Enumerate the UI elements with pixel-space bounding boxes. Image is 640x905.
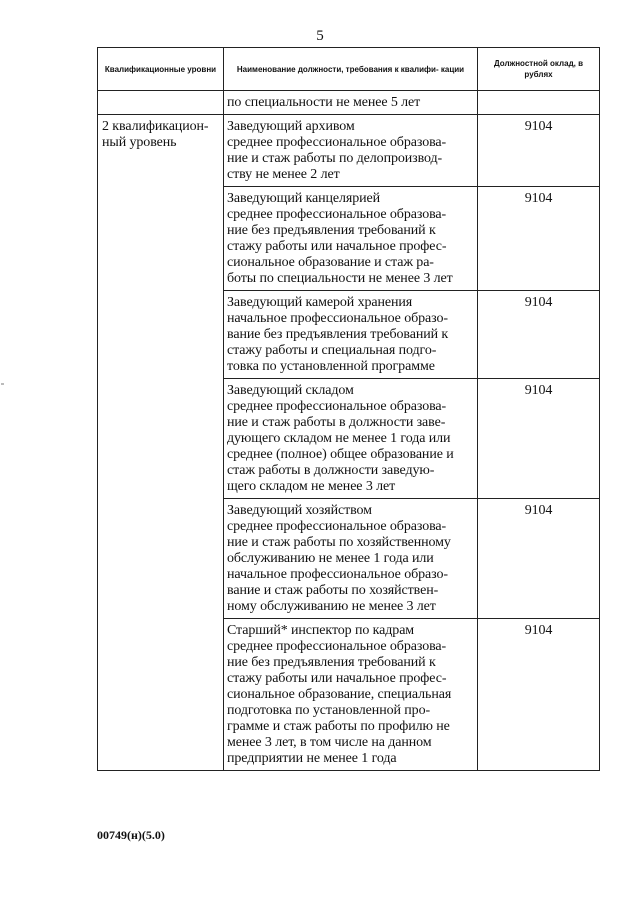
position-text: Заведующий архивом среднее профессиональное образова- ние и стаж работы по делопроизвод- ству не менее 2 лет [227, 119, 447, 182]
salary-value: 9104 [524, 503, 553, 518]
margin-mark [1, 383, 4, 385]
document-code: 00749(н)(5.0) [97, 828, 165, 842]
position-text: Заведующий камерой хранения начальное профессиональное образо- вание без предъявления требований к стажу работы и специальная подго- товка по установленной программе [227, 295, 449, 374]
salary-value: 9104 [524, 383, 553, 398]
level-cell [98, 115, 224, 771]
salary-cell [478, 115, 600, 187]
position-cell [224, 499, 478, 619]
salary-value: 9104 [524, 191, 553, 206]
position-cell [224, 379, 478, 499]
position-cell [224, 291, 478, 379]
position-cell [224, 187, 478, 291]
position-text: Заведующий складом среднее профессиональное образова- ние и стаж работы в должности заве- дующего складом не менее 1 года или среднее (полное) общее образование и стаж работы в должности заведую- щего складом не менее 3 лет [227, 383, 454, 494]
salary-cell [478, 499, 600, 619]
salary-cell [478, 291, 600, 379]
position-text: Заведующий хозяйством среднее профессиональное образова- ние и стаж работы по хозяйственному обслуживанию не менее 1 года или начальное профессиональное образо- вание и стаж работы по хозяйствен- ному обслуживанию не менее 3 лет [227, 503, 451, 614]
salary-cell [478, 379, 600, 499]
salary-value: 9104 [524, 623, 553, 638]
position-text: Старший* инспектор по кадрам среднее профессиональное образова- ние без предъявления требований к стажу работы или начальное профес- сиональное образование, специальная подготовка по установленной про- грамме и стаж работы по профилю не менее 3 лет, в том числе на данном предприятии не менее 1 года [227, 623, 452, 766]
continuation-level-cell [98, 91, 224, 115]
table-header-row [98, 48, 600, 91]
position-cell [224, 115, 478, 187]
header-salary: Должностной оклад, в рублях [478, 48, 600, 91]
position-text: Заведующий канцелярией среднее профессиональное образова- ние без предъявления требований к стажу работы или начальное профес- сиональное образование и стаж ра- боты по специальности не менее 3 лет [227, 191, 453, 286]
table-row [98, 115, 600, 187]
salary-value: 9104 [524, 295, 553, 310]
continuation-text: по специальности не менее 5 лет [227, 95, 421, 110]
salary-value: 9104 [524, 119, 553, 134]
continuation-salary-cell [478, 91, 600, 115]
salary-cell [478, 187, 600, 291]
continuation-position-cell [224, 91, 478, 115]
table-row-continuation [98, 91, 600, 115]
header-position: Наименование должности, требования к квалифи- кации [224, 48, 478, 91]
level-text: 2 квалификацион- ный уровень [102, 119, 209, 150]
qualification-table [97, 47, 600, 771]
position-cell [224, 619, 478, 771]
salary-cell [478, 619, 600, 771]
header-levels: Квалификационные уровни [98, 48, 224, 91]
page-number: 5 [316, 28, 324, 44]
